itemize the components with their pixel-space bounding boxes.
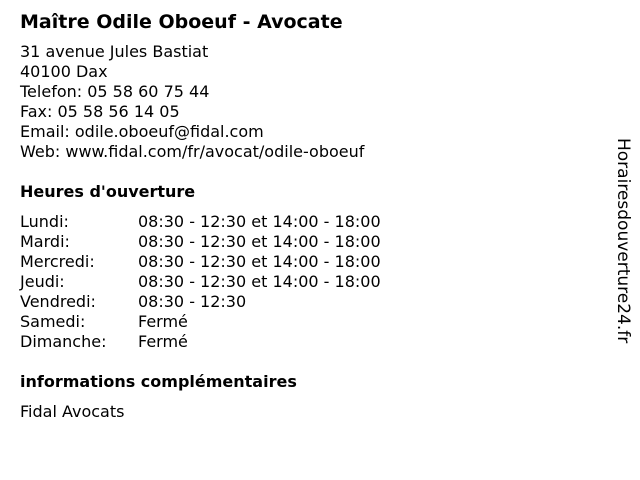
hours-time-value: 08:30 - 12:30 xyxy=(138,292,247,311)
site-watermark: Horairesdouverture24.fr xyxy=(613,138,633,344)
hours-day-label: Samedi: xyxy=(20,312,86,331)
opening-hours-section xyxy=(20,182,600,352)
hours-time-value: 08:30 - 12:30 et 14:00 - 18:00 xyxy=(138,252,381,271)
email-address: Email: odile.oboeuf@fidal.com xyxy=(20,122,264,141)
additional-info-heading: informations complémentaires xyxy=(20,372,297,391)
hours-time-value: 08:30 - 12:30 et 14:00 - 18:00 xyxy=(138,232,381,251)
fax-number: Fax: 05 58 56 14 05 xyxy=(20,102,180,121)
hours-day-label: Mercredi: xyxy=(20,252,95,271)
opening-hours-heading: Heures d'ouverture xyxy=(20,182,196,201)
website-url: Web: www.fidal.com/fr/avocat/odile-oboeuf xyxy=(20,142,365,161)
hours-row-vendredi xyxy=(20,292,600,312)
hours-day-label: Dimanche: xyxy=(20,332,107,351)
additional-info-section xyxy=(20,372,600,422)
hours-row-mardi xyxy=(20,232,600,252)
address-street: 31 avenue Jules Bastiat xyxy=(20,42,209,61)
hours-time-value: 08:30 - 12:30 et 14:00 - 18:00 xyxy=(138,272,381,291)
hours-day-label: Lundi: xyxy=(20,212,69,231)
hours-row-jeudi xyxy=(20,272,600,292)
hours-time-value: Fermé xyxy=(138,312,188,331)
hours-row-mercredi xyxy=(20,252,600,272)
additional-info-text: Fidal Avocats xyxy=(20,402,125,421)
hours-day-label: Jeudi: xyxy=(20,272,65,291)
hours-day-label: Mardi: xyxy=(20,232,70,251)
business-title: Maître Odile Oboeuf - Avocate xyxy=(20,11,343,33)
contact-block xyxy=(20,42,600,162)
hours-day-label: Vendredi: xyxy=(20,292,96,311)
hours-row-dimanche xyxy=(20,332,600,352)
hours-row-lundi xyxy=(20,212,600,232)
phone-number: Telefon: 05 58 60 75 44 xyxy=(20,82,210,101)
address-city: 40100 Dax xyxy=(20,62,108,81)
hours-row-samedi xyxy=(20,312,600,332)
business-card xyxy=(20,10,600,422)
hours-time-value: Fermé xyxy=(138,332,188,351)
hours-time-value: 08:30 - 12:30 et 14:00 - 18:00 xyxy=(138,212,381,231)
opening-hours-table xyxy=(20,212,600,352)
